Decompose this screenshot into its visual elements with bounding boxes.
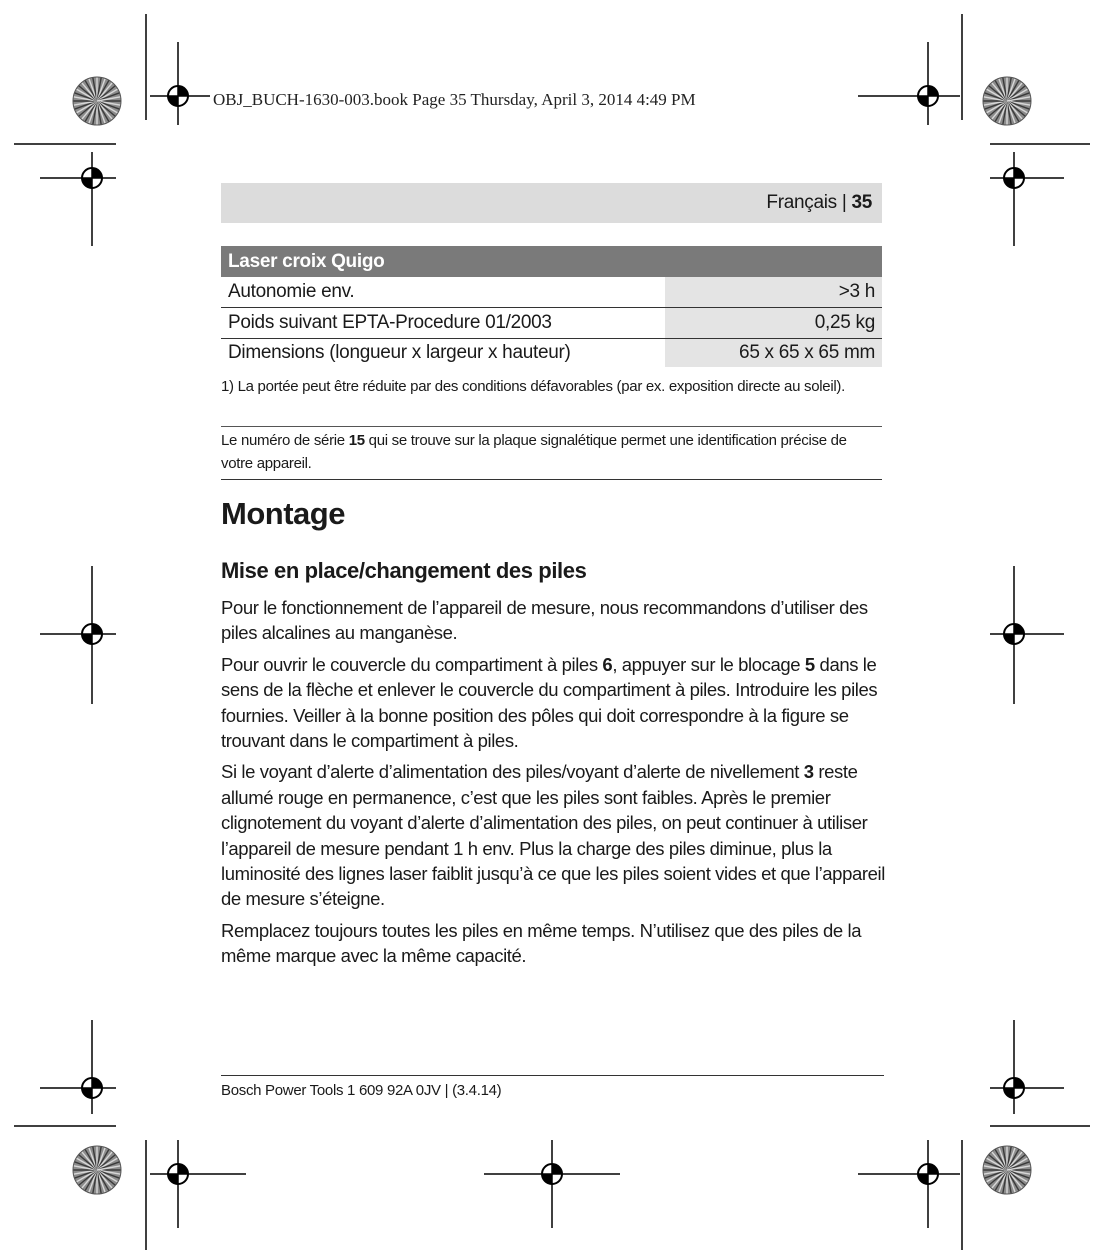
table-row [221,308,882,339]
paragraph-text: Remplacez toujours toutes les piles en même temps. N’utilisez que des piles de la même marque avec la même capacité. [221,919,862,967]
color-wheel-icon [73,77,121,125]
spec-label: Poids suivant EPTA-Procedure 01/2003 [221,308,665,339]
paragraph-text: dans le sens de la flèche et enlever le couvercle du compartiment à piles. Introduire les piles fournies. Veiller à la bonne position des pôles qui doit correspondre à la figure se trouvant dans le compartiment à piles. [221,653,878,752]
paragraph-text: Pour le fonctionnement de l’appareil de mesure, nous recommandons d’utiliser des piles alcalines au manganèse. [221,597,868,644]
book-header: OBJ_BUCH-1630-003.book Page 35 Thursday, April 3, 2014 4:49 PM [213,90,696,109]
reference-number: 3 [803,761,814,783]
serial-note-text: Le numéro de série [221,432,349,449]
registration-mark-icon [168,86,188,106]
paragraph-text: Si le voyant d’alerte d’alimentation des piles/voyant d’alerte de nivellement [221,761,804,783]
spec-label: Dimensions (longueur x largeur x hauteur) [228,342,571,363]
page-header [766,192,872,214]
spec-table-header-row [221,246,882,277]
paragraph [221,918,885,969]
registration-mark-icon [918,1164,938,1184]
spec-table-title: Laser croix Quigo [221,246,882,277]
paragraph [221,759,885,911]
paragraph [221,652,885,754]
reference-number: 5 [804,653,815,675]
spec-value: >3 h [665,277,882,308]
page-header-bar [221,183,882,223]
paragraph-text: Pour ouvrir le couvercle du compartiment à piles [221,653,603,675]
registration-mark-icon [1004,624,1024,644]
table-row [221,277,882,308]
spec-table [221,246,882,367]
header-language: Français [766,192,837,213]
footnote: 1) La portée peut être réduite par des conditions défavorables (par ex. exposition directe au soleil). [221,378,845,395]
registration-mark-icon [542,1164,562,1184]
serial-number-note [221,426,882,480]
footer-divider [221,1075,884,1076]
spec-label: Autonomie env. [221,277,665,308]
footer: Bosch Power Tools 1 609 92A 0JV | (3.4.14) [221,1082,502,1099]
header-separator: | [836,192,852,213]
registration-mark-icon [168,1164,188,1184]
spec-value: 0,25 kg [665,308,882,339]
color-wheel-icon [73,1146,121,1194]
table-row [221,339,882,368]
color-wheel-icon [983,77,1031,125]
spec-value: 65 x 65 x 65 mm [665,339,882,368]
reference-number: 6 [602,653,613,675]
paragraph-text: , appuyer sur le blocage [612,653,805,675]
body-text [221,595,885,975]
paragraph [221,595,885,646]
registration-mark-icon [918,86,938,106]
section-title: Montage [221,496,345,531]
registration-mark-icon [82,624,102,644]
paragraph-text: reste allumé rouge en permanence, c’est que les piles sont faibles. Après le premier clignotement du voyant d’alerte d’alimentation des piles, on peut continuer à utiliser l’appareil de mesure pendant 1 h env. Plus la charge des piles diminue, plus la luminosité des lignes laser faiblit jusqu’à ce que les piles soient vides et que l’appareil de mesure s’éteigne. [221,761,885,910]
serial-note-ref: 15 [348,432,365,449]
registration-mark-icon [82,168,102,188]
page-number: 35 [851,192,872,213]
registration-mark-icon [1004,168,1024,188]
registration-mark-icon [82,1078,102,1098]
registration-mark-icon [1004,1078,1024,1098]
subsection-title: Mise en place/changement des piles [221,558,587,583]
serial-note-text: qui se trouve sur la plaque signalétique permet une identification précise de votre appareil. [221,432,847,472]
color-wheel-icon [983,1146,1031,1194]
